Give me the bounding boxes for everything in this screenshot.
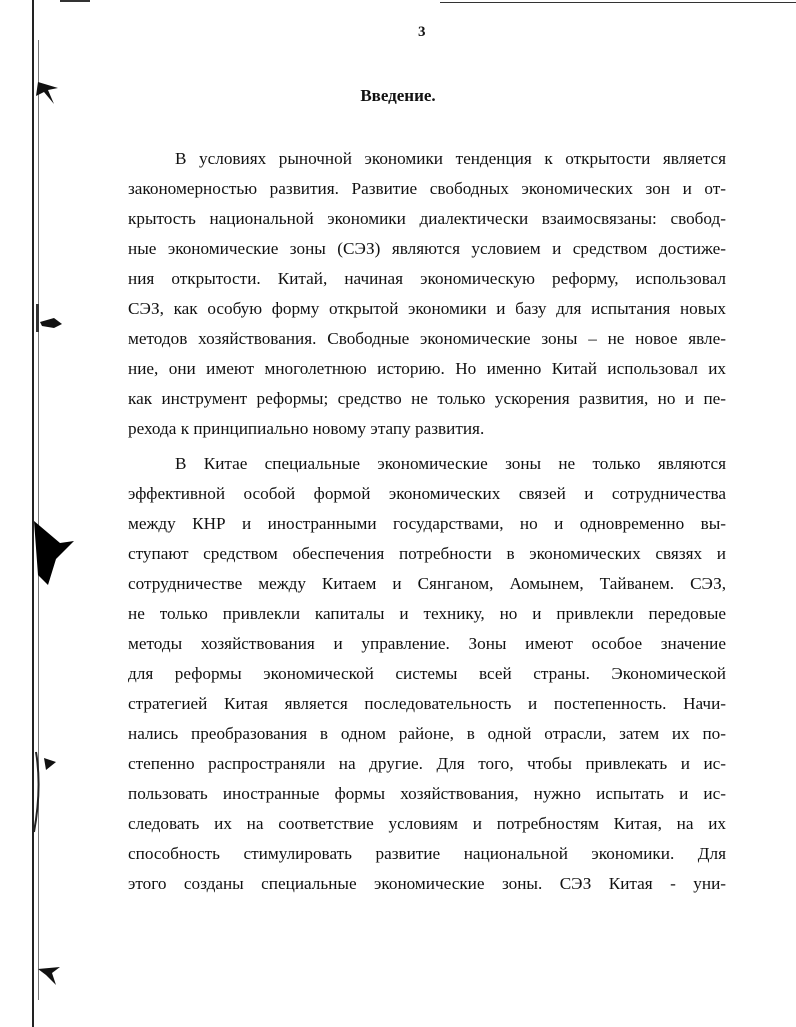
text-line: между КНР и иностранными государствами, но и одновременно вы- xyxy=(128,514,726,533)
binding-hole-mark-2 xyxy=(34,300,74,340)
text-line: для реформы экономической системы всей страны. Экономической xyxy=(128,664,726,683)
section-title: Введение. xyxy=(360,86,436,105)
binding-hole-mark-3 xyxy=(30,515,80,595)
binding-hole-mark-4 xyxy=(30,748,70,838)
page-number: 3 xyxy=(418,24,426,40)
binding-hole-mark-5 xyxy=(34,955,74,995)
text-line: способность стимулировать развитие национальной экономики. Для xyxy=(128,844,726,863)
text-line: закономерностью развития. Развитие свободных экономических зон и от- xyxy=(128,179,726,198)
text-line: ные экономические зоны (СЭЗ) являются условием и средством достиже- xyxy=(128,239,726,258)
text-line: В условиях рыночной экономики тенденция к открытости является xyxy=(175,149,726,168)
text-line: степенно распространяли на другие. Для того, чтобы привлекать и ис- xyxy=(128,754,726,773)
scan-left-border xyxy=(32,0,34,1027)
text-line: не только привлекли капиталы и технику, но и привлекли передовые xyxy=(128,604,726,623)
text-line: как инструмент реформы; средство не только ускорения развития, но и пе- xyxy=(128,389,726,408)
text-line: этого созданы специальные экономические зоны. СЭЗ Китая - уни- xyxy=(128,874,726,893)
text-line: ние, они имеют многолетнюю историю. Но именно Китай использовал их xyxy=(128,359,726,378)
paragraph-1 xyxy=(128,144,726,444)
text-line: пользовать иностранные формы хозяйствования, нужно испытать и ис- xyxy=(128,784,726,803)
text-line: методов хозяйствования. Свободные экономические зоны – не новое явле- xyxy=(128,329,726,348)
text-line: методы хозяйствования и управление. Зоны имеют особое значение xyxy=(128,634,726,653)
paragraph-2 xyxy=(128,449,726,899)
text-line: В Китае специальные экономические зоны не только являются xyxy=(175,454,726,473)
text-line: следовать их на соответствие условиям и потребностям Китая, на их xyxy=(128,814,726,833)
text-line: СЭЗ, как особую форму открытой экономики и базу для испытания новых xyxy=(128,299,726,318)
text-line: ния открытости. Китай, начиная экономическую реформу, использовал xyxy=(128,269,726,288)
text-line: эффективной особой формой экономических связей и сотрудничества xyxy=(128,484,726,503)
text-line: рехода к принципиально новому этапу развития. xyxy=(128,419,485,438)
text-line: нались преобразования в одном районе, в одной отрасли, затем их по- xyxy=(128,724,726,743)
text-line: сотрудничестве между Китаем и Сянганом, Аомынем, Тайванем. СЭЗ, xyxy=(128,574,726,593)
scan-top-edge-right xyxy=(440,2,796,3)
text-line: стратегией Китая является последовательность и постепенность. Начи- xyxy=(128,694,726,713)
scan-top-edge xyxy=(60,0,90,2)
text-line: ступают средством обеспечения потребности в экономических связях и xyxy=(128,544,726,563)
text-line: крытость национальной экономики диалектически взаимосвязаны: свобод- xyxy=(128,209,726,228)
